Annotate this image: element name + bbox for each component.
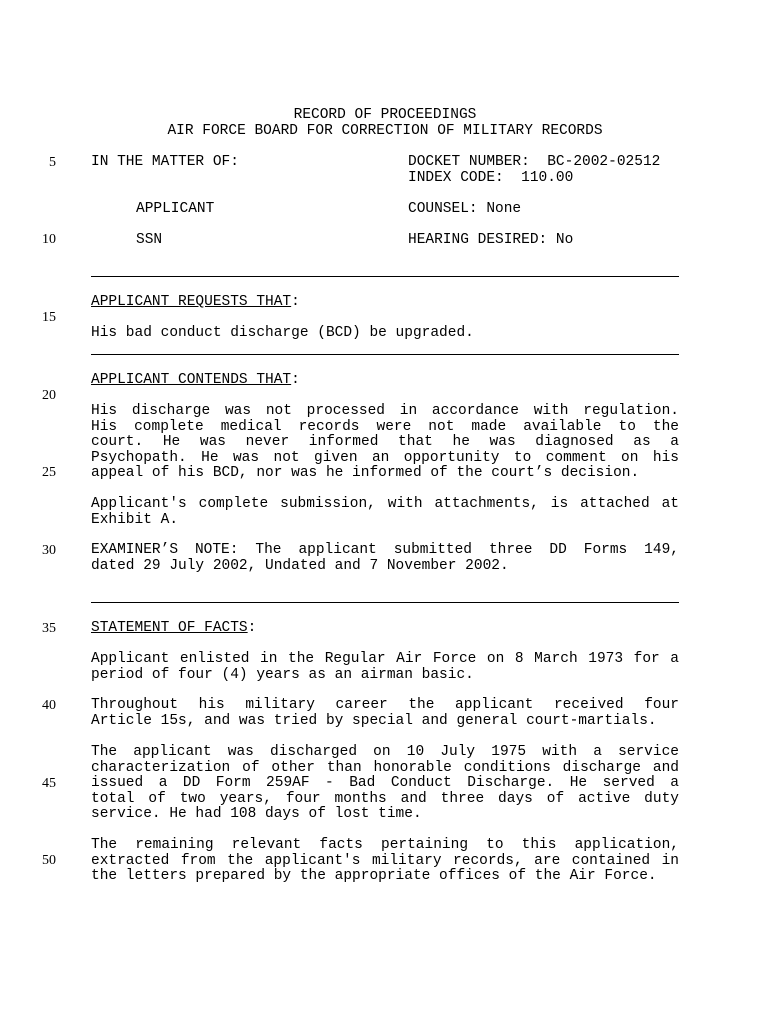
requests-body: His bad conduct discharge (BCD) be upgraded. (91, 325, 474, 341)
line-number: 25 (42, 465, 56, 480)
section-divider (91, 276, 679, 277)
contends-heading-colon: : (291, 372, 300, 388)
paragraph-line: Throughout his military career the applicant received four (91, 697, 679, 713)
line-number: 50 (42, 853, 56, 868)
contends-heading (91, 373, 300, 389)
facts-heading-text: STATEMENT OF FACTS (91, 620, 248, 636)
applicant-label: APPLICANT (136, 201, 215, 217)
line-number: 5 (49, 155, 56, 170)
document-subtitle: AIR FORCE BOARD FOR CORRECTION OF MILITARY RECORDS (167, 123, 603, 139)
requests-heading-colon: : (291, 294, 300, 310)
paragraph-line: His complete medical records were not made available to the (91, 418, 679, 435)
line-number: 35 (42, 621, 56, 636)
matter-label: IN THE MATTER OF: (91, 154, 239, 170)
facts-paragraph-2 (91, 698, 679, 729)
facts-paragraph-1 (91, 652, 679, 683)
index-code: INDEX CODE: 110.00 (408, 170, 574, 186)
paragraph-line: dated 29 July 2002, Undated and 7 November 2002. (91, 557, 509, 574)
line-number: 45 (42, 776, 56, 791)
paragraph-line: The applicant was discharged on 10 July 1975 with a service (91, 744, 679, 760)
paragraph-line: Applicant enlisted in the Regular Air Force on 8 March 1973 for a (91, 651, 679, 667)
paragraph-line: period of four (4) years as an airman basic. (91, 666, 474, 683)
facts-paragraph-3 (91, 745, 679, 823)
line-number: 15 (42, 310, 56, 325)
docket-number: DOCKET NUMBER: BC-2002-02512 (408, 154, 661, 170)
paragraph-line: The remaining relevant facts pertaining to this application, (91, 837, 679, 853)
paragraph-line: Psychopath. He was not given an opportunity to comment on his (91, 449, 679, 466)
paragraph-line: extracted from the applicant's military records, are contained in (91, 852, 679, 869)
paragraph-line: His discharge was not processed in accordance with regulation. (91, 403, 679, 419)
ssn-label: SSN (136, 232, 163, 248)
submission-paragraph (91, 497, 679, 528)
paragraph-line: issued a DD Form 259AF - Bad Conduct Discharge. He served a (91, 775, 679, 792)
requests-heading-text: APPLICANT REQUESTS THAT (91, 294, 292, 310)
paragraph-line: characterization of other than honorable conditions discharge and (91, 759, 679, 776)
facts-heading (91, 621, 256, 637)
line-number: 40 (42, 698, 56, 713)
facts-paragraph-4 (91, 838, 679, 885)
paragraph-line: EXAMINER’S NOTE: The applicant submitted three DD Forms 149, (91, 542, 679, 558)
paragraph-line: appeal of his BCD, nor was he informed of the court’s decision. (91, 465, 640, 482)
contends-paragraph (91, 404, 679, 482)
paragraph-line: Applicant's complete submission, with attachments, is attached at (91, 496, 679, 512)
line-number: 10 (42, 232, 56, 247)
paragraph-line: total of two years, four months and three days of active duty (91, 790, 679, 807)
section-divider (91, 354, 679, 355)
facts-heading-colon: : (247, 620, 257, 636)
counsel-field: COUNSEL: None (408, 201, 522, 217)
section-divider (91, 602, 679, 603)
requests-heading (91, 295, 300, 311)
line-number: 20 (42, 388, 56, 403)
examiner-note (91, 543, 679, 574)
contends-heading-text: APPLICANT CONTENDS THAT (91, 372, 292, 388)
paragraph-line: Article 15s, and was tried by special and general court-martials. (91, 712, 657, 729)
hearing-desired: HEARING DESIRED: No (408, 232, 574, 248)
paragraph-line: service. He had 108 days of lost time. (91, 806, 422, 823)
paragraph-line: the letters prepared by the appropriate offices of the Air Force. (91, 868, 657, 885)
paragraph-line: court. He was never informed that he was diagnosed as a (91, 434, 679, 451)
line-number: 30 (42, 543, 56, 558)
document-title: RECORD OF PROCEEDINGS (293, 107, 477, 123)
paragraph-line: Exhibit A. (91, 511, 179, 528)
